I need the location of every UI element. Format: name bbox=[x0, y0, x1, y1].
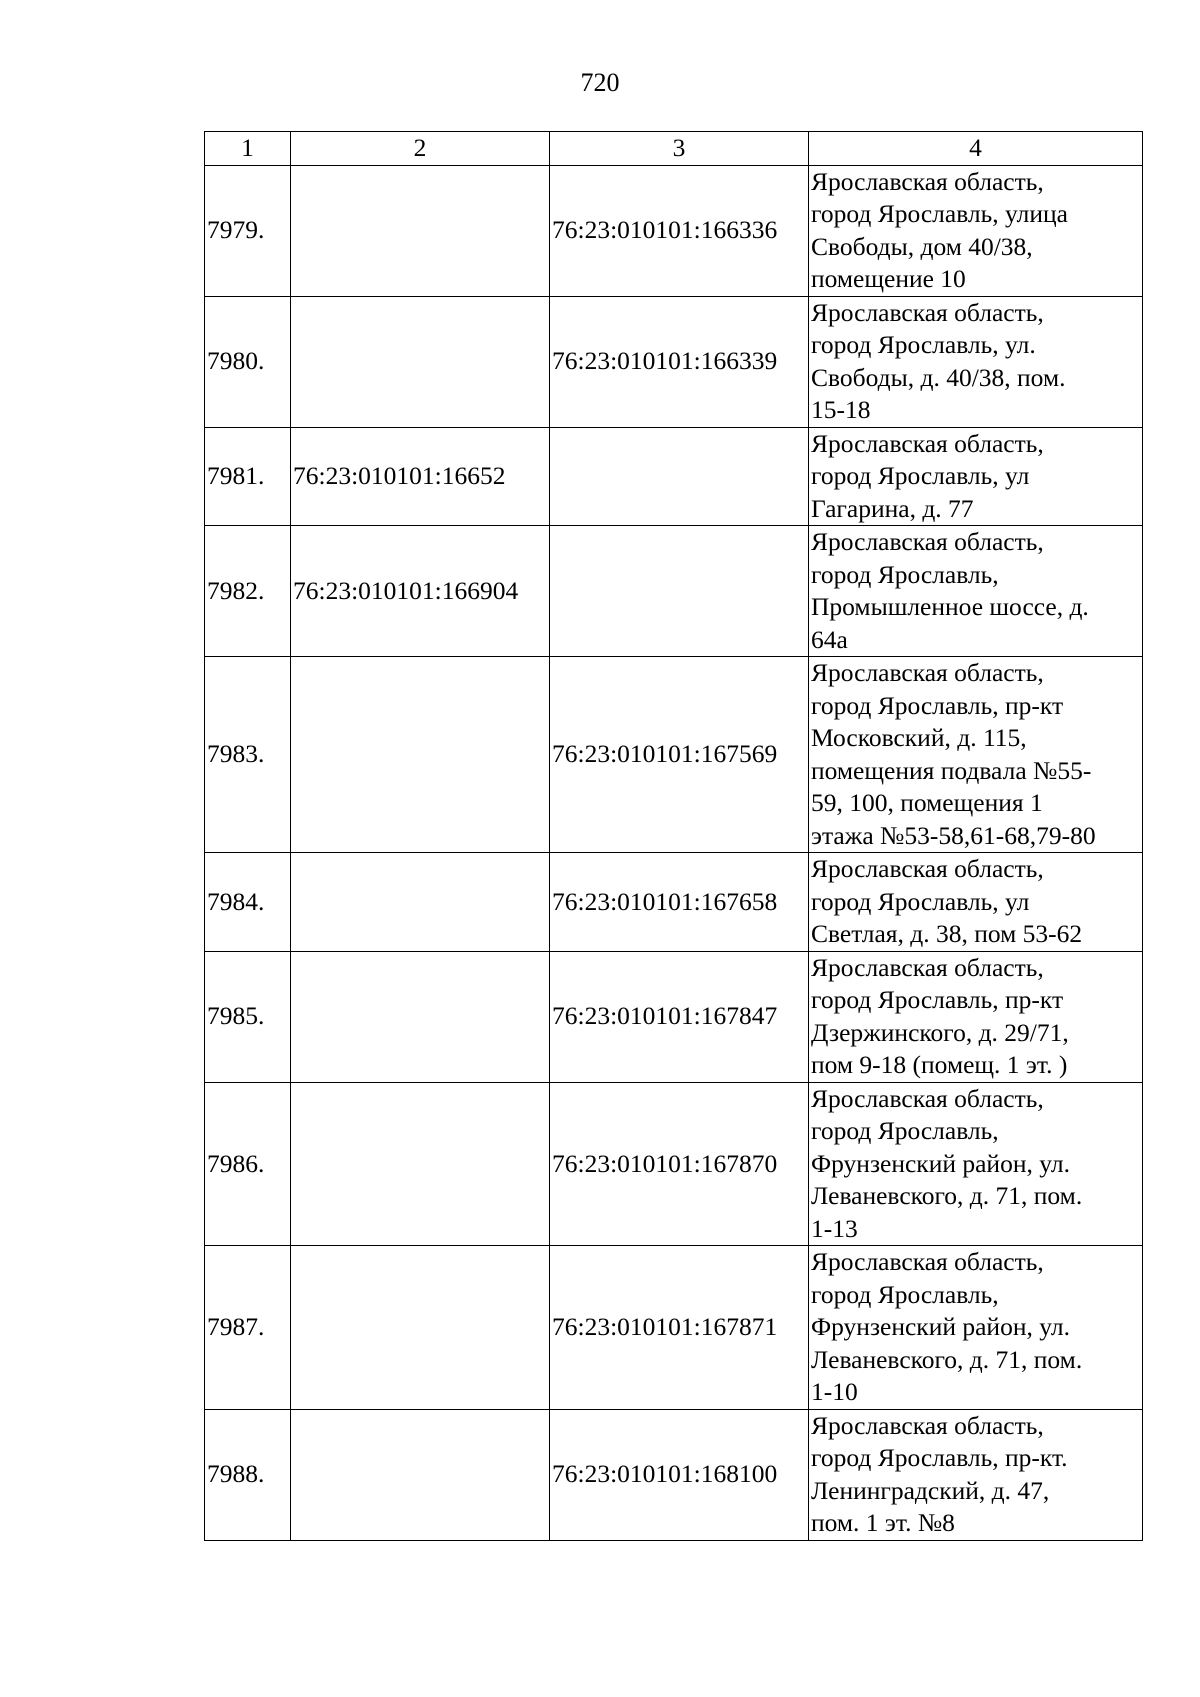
address-line: помещения подвала №55- bbox=[811, 755, 1092, 785]
address-line: город Ярославль, пр-кт bbox=[811, 985, 1064, 1014]
premises-cadastral-number-cell: 76:23:010101:168100 bbox=[550, 1409, 809, 1540]
address-cell bbox=[809, 427, 1143, 526]
row-number-cell: 7988. bbox=[205, 1409, 291, 1540]
address-line: Ярославская область, bbox=[811, 658, 1044, 687]
premises-cadastral-number-cell: 76:23:010101:167569 bbox=[550, 657, 809, 853]
registry-table bbox=[204, 131, 1143, 1541]
premises-cadastral-number-cell: 76:23:010101:166339 bbox=[550, 296, 809, 427]
premises-cadastral-number-cell bbox=[550, 427, 809, 526]
address-line: Ленинградский, д. 47, bbox=[811, 1475, 1050, 1505]
address-line: 1-13 bbox=[811, 1213, 858, 1243]
table-row bbox=[205, 526, 1143, 657]
address-line: город Ярославль, ул bbox=[811, 886, 1030, 916]
table-row bbox=[205, 1082, 1143, 1246]
row-number-cell: 7984. bbox=[205, 853, 291, 952]
table-row bbox=[205, 1409, 1143, 1540]
table-body bbox=[205, 165, 1143, 1540]
address-line: город Ярославль, bbox=[811, 559, 999, 589]
table-row bbox=[205, 951, 1143, 1082]
address-line: Свободы, д. 40/38, пом. bbox=[811, 362, 1066, 392]
address-line: 59, 100, помещения 1 bbox=[811, 788, 1043, 817]
table-row bbox=[205, 657, 1143, 853]
column-header-2: 2 bbox=[291, 132, 550, 166]
row-number-cell: 7979. bbox=[205, 165, 291, 296]
land-cadastral-number-cell: 76:23:010101:166904 bbox=[291, 526, 550, 657]
address-cell bbox=[809, 657, 1143, 853]
address-line: Московский, д. 115, bbox=[811, 723, 1027, 752]
premises-cadastral-number-cell: 76:23:010101:167847 bbox=[550, 951, 809, 1082]
address-line: Ярославская область, bbox=[811, 1247, 1044, 1276]
address-line: помещение 10 bbox=[811, 264, 966, 293]
table-row bbox=[205, 853, 1143, 952]
column-header-1: 1 bbox=[205, 132, 291, 166]
address-line: Ярославская область, bbox=[811, 166, 1044, 196]
address-line: пом 9-18 (помещ. 1 эт. ) bbox=[811, 1050, 1068, 1079]
address-line: Леваневского, д. 71, пом. bbox=[811, 1181, 1083, 1210]
address-cell bbox=[809, 853, 1143, 952]
address-cell bbox=[809, 1409, 1143, 1540]
address-line: 1-10 bbox=[811, 1377, 858, 1406]
address-line: Леваневского, д. 71, пом. bbox=[811, 1344, 1083, 1374]
address-line: Ярославская область, bbox=[811, 854, 1044, 883]
address-line: Фрунзенский район, ул. bbox=[811, 1312, 1070, 1341]
address-line: Дзержинского, д. 29/71, bbox=[811, 1017, 1069, 1047]
address-line: Ярославская область, bbox=[811, 1083, 1044, 1113]
land-cadastral-number-cell bbox=[291, 1082, 550, 1246]
address-cell bbox=[809, 526, 1143, 657]
row-number-cell: 7986. bbox=[205, 1082, 291, 1246]
row-number-cell: 7981. bbox=[205, 427, 291, 526]
land-cadastral-number-cell bbox=[291, 853, 550, 952]
address-line: город Ярославль, пр-кт bbox=[811, 690, 1064, 720]
address-line: пом. 1 эт. №8 bbox=[811, 1508, 955, 1537]
address-line: 15-18 bbox=[811, 395, 871, 424]
table-row bbox=[205, 296, 1143, 427]
land-cadastral-number-cell bbox=[291, 1246, 550, 1410]
address-line: город Ярославль, пр-кт. bbox=[811, 1443, 1068, 1472]
address-line: 64а bbox=[811, 624, 848, 654]
address-line: Светлая, д. 38, пом 53-62 bbox=[811, 919, 1083, 948]
address-line: город Ярославль, ул bbox=[811, 461, 1030, 490]
address-line: город Ярославль, ул. bbox=[811, 330, 1036, 359]
row-number-cell: 7982. bbox=[205, 526, 291, 657]
address-cell bbox=[809, 296, 1143, 427]
table-header-row bbox=[205, 132, 1143, 166]
land-cadastral-number-cell bbox=[291, 1409, 550, 1540]
address-line: этажа №53-58,61-68,79-80 bbox=[811, 820, 1096, 850]
column-header-3: 3 bbox=[550, 132, 809, 166]
land-cadastral-number-cell: 76:23:010101:16652 bbox=[291, 427, 550, 526]
page-number: 720 bbox=[580, 68, 620, 97]
premises-cadastral-number-cell: 76:23:010101:167658 bbox=[550, 853, 809, 952]
address-cell bbox=[809, 1082, 1143, 1246]
row-number-cell: 7985. bbox=[205, 951, 291, 1082]
address-line: город Ярославль, bbox=[811, 1116, 999, 1145]
table-row bbox=[205, 427, 1143, 526]
address-line: Ярославская область, bbox=[811, 952, 1044, 982]
land-cadastral-number-cell bbox=[291, 165, 550, 296]
address-line: город Ярославль, улица bbox=[811, 199, 1068, 228]
address-cell bbox=[809, 165, 1143, 296]
address-line: Ярославская область, bbox=[811, 297, 1044, 327]
table-row bbox=[205, 165, 1143, 296]
address-line: город Ярославль, bbox=[811, 1279, 999, 1309]
land-cadastral-number-cell bbox=[291, 657, 550, 853]
address-line: Промышленное шоссе, д. bbox=[811, 592, 1089, 621]
premises-cadastral-number-cell: 76:23:010101:167870 bbox=[550, 1082, 809, 1246]
land-cadastral-number-cell bbox=[291, 296, 550, 427]
address-line: Гагарина, д. 77 bbox=[811, 493, 974, 523]
premises-cadastral-number-cell bbox=[550, 526, 809, 657]
land-cadastral-number-cell bbox=[291, 951, 550, 1082]
address-line: Ярославская область, bbox=[811, 1410, 1044, 1440]
premises-cadastral-number-cell: 76:23:010101:166336 bbox=[550, 165, 809, 296]
address-cell bbox=[809, 951, 1143, 1082]
address-line: Ярославская область, bbox=[811, 428, 1044, 458]
row-number-cell: 7983. bbox=[205, 657, 291, 853]
row-number-cell: 7980. bbox=[205, 296, 291, 427]
address-cell bbox=[809, 1246, 1143, 1410]
address-line: Фрунзенский район, ул. bbox=[811, 1148, 1070, 1178]
table-row bbox=[205, 1246, 1143, 1410]
column-header-4: 4 bbox=[809, 132, 1143, 166]
premises-cadastral-number-cell: 76:23:010101:167871 bbox=[550, 1246, 809, 1410]
row-number-cell: 7987. bbox=[205, 1246, 291, 1410]
address-line: Ярославская область, bbox=[811, 527, 1044, 556]
address-line: Свободы, дом 40/38, bbox=[811, 231, 1033, 261]
